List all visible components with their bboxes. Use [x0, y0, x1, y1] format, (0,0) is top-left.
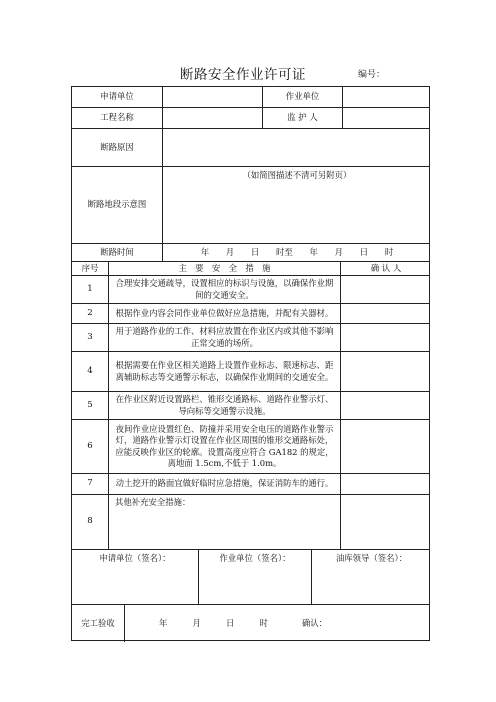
- row-project: [72, 108, 429, 129]
- row-reason: [72, 129, 429, 167]
- applicant-signature-label: 申请单位（签名）：: [99, 553, 171, 563]
- time-value[interactable]: 年 月 日 时至 年 月 日 时: [162, 244, 431, 261]
- reason-label: 断路原因: [100, 141, 134, 152]
- measure-number: 7: [87, 478, 93, 489]
- reason-field[interactable]: [162, 129, 431, 166]
- measure-number: 4: [87, 365, 93, 376]
- measure-row: [72, 420, 429, 474]
- page-title: 断路安全作业许可证: [180, 67, 306, 83]
- measure-text: 动土挖开的路面宜做好临时应急措施，保证消防车的通行。: [108, 474, 340, 494]
- measure-number: 6: [87, 440, 93, 451]
- completion-date: 年 月 日 时: [159, 617, 268, 628]
- measure-confirm-field[interactable]: [340, 495, 431, 549]
- measure-confirm-field[interactable]: [340, 420, 431, 473]
- work-unit-label: 作业单位: [262, 87, 342, 107]
- row-diagram: [72, 167, 429, 244]
- applicant-unit-field[interactable]: [162, 87, 262, 107]
- measures-header: [72, 262, 429, 276]
- applicant-unit-label: 申请单位: [100, 91, 134, 102]
- row-completion: [72, 605, 429, 642]
- diagram-note: （如简图描述不清可另附页）: [242, 170, 352, 180]
- diagram-label: 断路地段示意图: [87, 199, 147, 210]
- measure-text: 合理安排交通疏导，设置相应的标识与设施，以确保作业期间的交通安全。: [108, 276, 340, 303]
- measure-number: 3: [87, 331, 93, 342]
- depot-leader-signature-label: 油库领导（签名）：: [335, 553, 408, 563]
- completion-confirm-label: 确认：: [301, 617, 327, 628]
- measure-text[interactable]: 其他补充安全措施：: [108, 495, 340, 549]
- col-confirm-header: 确 认 人: [340, 262, 431, 275]
- measure-confirm-field[interactable]: [340, 474, 431, 494]
- measure-number: 2: [87, 307, 93, 318]
- measure-row: [72, 495, 429, 550]
- measure-row: [72, 276, 429, 304]
- measure-confirm-field[interactable]: [340, 276, 431, 303]
- project-name-field[interactable]: [162, 108, 262, 128]
- measure-row: [72, 474, 429, 495]
- measure-row: [72, 392, 429, 420]
- depot-leader-signature-field[interactable]: [311, 550, 431, 604]
- measure-text: 在作业区附近设置路栏、锥形交通路标、道路作业警示灯、导向标等交通警示设施。: [108, 392, 340, 419]
- measure-number: 8: [87, 516, 93, 527]
- measure-row: [72, 324, 429, 352]
- measure-row: [72, 352, 429, 392]
- serial-number-label: 编号：: [358, 70, 386, 80]
- measure-row: [72, 304, 429, 324]
- measure-confirm-field[interactable]: [340, 304, 431, 323]
- measure-number: 5: [87, 399, 93, 410]
- work-unit-signature-label: 作业单位（签名）：: [219, 553, 291, 563]
- measure-text: 根据作业内容会同作业单位做好应急措施，并配有关器材。: [108, 304, 340, 323]
- measure-text: 夜间作业应设置红色、防撞并采用安全电压的道路作业警示灯，道路作业警示灯设置在作业区周围的锥形交通路标处，应能反映作业区的轮廓。设置高度应符合 GA182 的规定，离地面 1.5cm,不低于 1.0m。: [108, 420, 340, 473]
- measure-confirm-field[interactable]: [340, 352, 431, 391]
- col-seq-header: 序号: [81, 262, 99, 273]
- measure-confirm-field[interactable]: [340, 392, 431, 419]
- row-signatures: [72, 550, 429, 605]
- work-unit-signature-field[interactable]: [198, 550, 311, 604]
- measure-number: 1: [87, 283, 93, 294]
- permit-form: [71, 86, 430, 641]
- measure-text: 根据需要在作业区相关道路上设置作业标志、限速标志、距离辅助标志等交通警示标志，以确保作业期间的交通安全。: [108, 352, 340, 391]
- row-time: [72, 244, 429, 262]
- measure-text: 用于道路作业的工作、材料应放置在作业区内或其他不影响正常交通的场所。: [108, 324, 340, 351]
- completion-field[interactable]: [124, 605, 431, 642]
- col-measures-header: 主 要 安 全 措 施: [108, 262, 340, 275]
- project-name-label: 工程名称: [100, 112, 134, 123]
- row-units: [72, 87, 429, 108]
- supervisor-label: 监 护 人: [262, 108, 342, 128]
- time-label: 断路时间: [100, 246, 134, 257]
- applicant-signature-field[interactable]: [72, 550, 198, 604]
- diagram-area[interactable]: [162, 167, 431, 243]
- completion-label: 完工验收: [81, 617, 115, 628]
- work-unit-field[interactable]: [342, 87, 431, 107]
- supervisor-field[interactable]: [342, 108, 431, 128]
- measure-confirm-field[interactable]: [340, 324, 431, 351]
